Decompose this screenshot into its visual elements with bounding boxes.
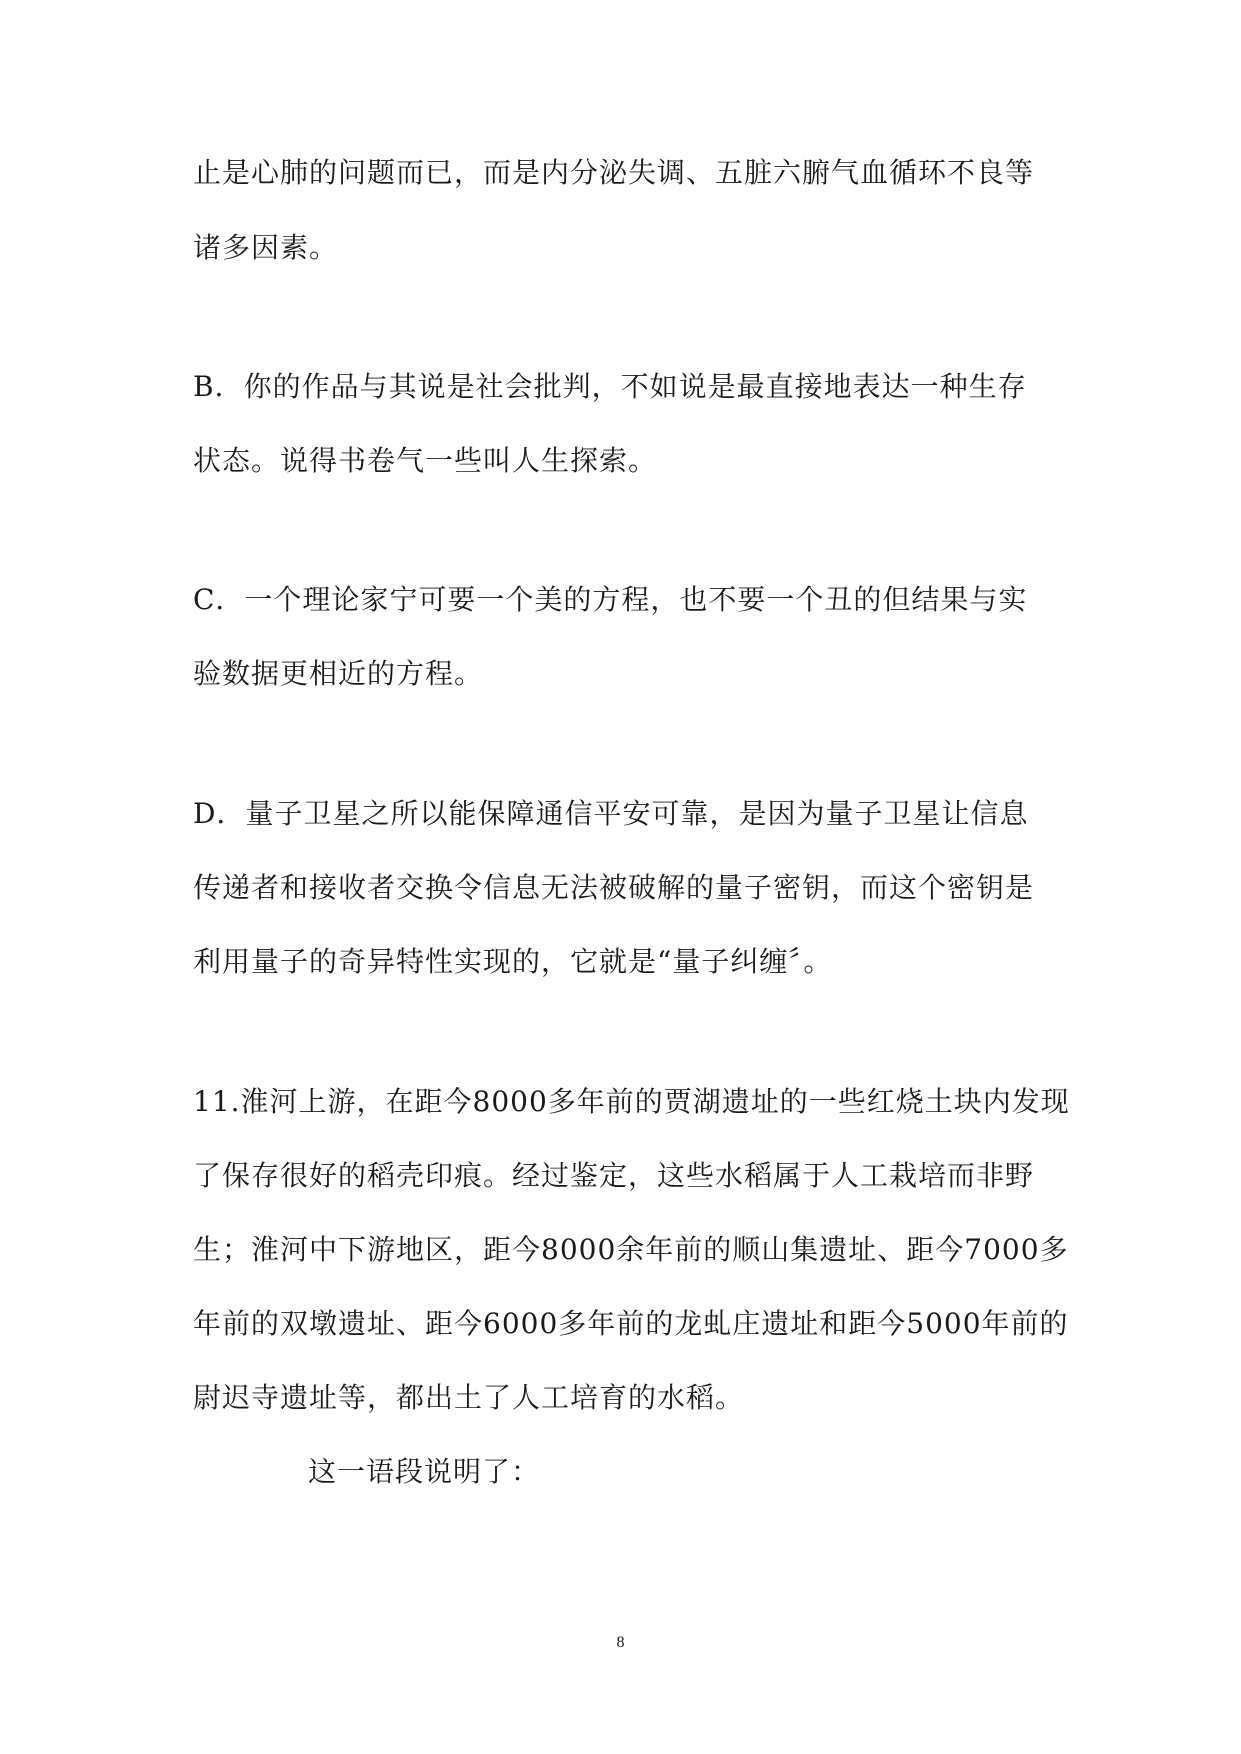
text-line: 止是心肺的问题而已，而是内分泌失调、五脏六腑气血循环不良等 (193, 156, 1035, 189)
option-b-line: B．你的作品与其说是社会批判，不如说是最直接地表达一种生存 (193, 370, 1027, 403)
page-number: 8 (616, 1634, 625, 1651)
question-11-line: 11.淮河上游，在距今8000多年前的贾湖遗址的一些红烧土块内发现 (193, 1085, 1070, 1118)
text-line: 年前的双墩遗址、距今6000多年前的龙虬庄遗址和距今5000年前的 (193, 1307, 1069, 1340)
text-line: 生；淮河中下游地区，距今8000余年前的顺山集遗址、距今7000多 (193, 1233, 1069, 1266)
text-line: 了保存很好的稻壳印痕。经过鉴定，这些水稻属于人工栽培而非野 (193, 1159, 1035, 1192)
text-line: 诸多因素。 (193, 231, 339, 264)
option-c-line: C．一个理论家宁可要一个美的方程，也不要一个丑的但结果与实 (193, 583, 1028, 616)
option-d-line: D．量子卫星之所以能保障通信平安可靠，是因为量子卫星让信息 (193, 797, 1029, 830)
text-line: 尉迟寺遗址等，都出土了人工培育的水稻。 (193, 1381, 745, 1414)
text-line: 验数据更相近的方程。 (193, 657, 484, 690)
question-prompt: 这一语段说明了： (308, 1455, 541, 1488)
text-line: 传递者和接收者交换令信息无法被破解的量子密钥，而这个密钥是 (193, 871, 1035, 904)
text-line: 利用量子的奇异特性实现的，它就是“量子纠缠〞。 (193, 945, 833, 978)
text-line: 状态。说得书卷气一些叫人生探索。 (193, 444, 658, 477)
